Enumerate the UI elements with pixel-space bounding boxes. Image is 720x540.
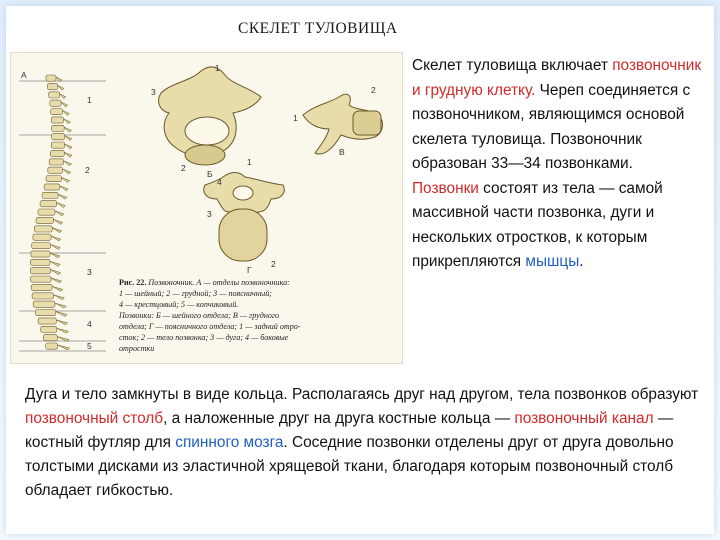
vertebra-body [40,201,57,207]
vertebra-body [31,251,50,257]
caption-line-2: 1 — шейный; 2 — грудной; 3 — поясничный; [119,289,272,298]
vertebra-body [31,284,52,290]
spine-illustration [11,53,404,365]
vertebra-body [33,234,51,240]
spinous-process [64,119,71,124]
spinous-process [58,194,67,199]
caption-line-1: Позвоночник. А — отделы позвоночника: [148,278,290,287]
body-text-1: Дуга и тело замкнуты в виде кольца. Располагаясь друг над другом, тела позвонков образуют [25,386,699,403]
vert-v-letter: В [339,147,345,157]
spine-label-5: 5 [87,341,92,351]
caption-line-5: отдела; Г — поясничного отдела; 1 — задний отро- [119,322,301,331]
vertebra-body [33,301,55,307]
vert-g-label-3: 3 [207,209,212,219]
vert-g-label-1: 1 [247,157,252,167]
term-spinal-canal: позвоночный канал [514,410,654,427]
vertebra-body [34,226,52,232]
vertebra-body [42,192,58,198]
vert-g-label-2: 2 [271,259,276,269]
spinous-process [56,312,67,317]
spinous-process [50,261,60,266]
vertebra-body [49,92,60,98]
intro-text-3: состоят из тела — самой массивной части позвонка, дуги и нескольких отростков, к которым прикрепляются [412,179,663,270]
cervical-vertebra [159,67,261,165]
spinous-process [65,136,72,141]
lumbar-vertebra [204,173,285,262]
vertebra-body [46,75,56,81]
thoracic-vertebra [303,94,382,154]
spinous-process [57,203,66,208]
spinous-process [51,278,62,283]
vertebra-body [30,268,50,274]
spinous-process [54,295,65,300]
vert-b-label-3: 3 [151,87,156,97]
spine-label-3: 3 [87,267,92,277]
vertebra-body [49,159,63,165]
spinous-process [64,152,72,157]
intro-text-4: . [579,253,584,270]
vertebra-body [31,276,51,282]
spine-label-2: 2 [85,165,90,175]
spinous-process [56,320,67,325]
spinous-process [57,328,69,333]
intro-paragraph [412,54,702,275]
term-spinal-cord: спинного мозга [175,434,284,451]
spinous-process [65,144,73,149]
vertebra-body [41,326,57,332]
term-spine-and-ribcage: позвоночник и грудную клетку. [412,57,702,99]
vertebra-body [46,343,58,349]
caption-line-7: отростки [119,344,155,353]
vertebra-body [36,310,56,316]
spinous-process [58,345,70,350]
svg-text:Рис. 22. Позвоночник. А — отде [119,278,290,287]
spinous-process [55,303,66,308]
term-muscles: мышцы [525,253,580,270]
intro-text-2: Череп соединяется с позвоночником, являющимся основой скелета туловища. Позвоночник образован 33—34 позвонками. [412,81,691,172]
vertebra-body [43,335,57,341]
body-text-3: — костный футляр для [25,410,674,451]
spine-label-a: А [21,70,27,80]
vertebra-body [51,142,64,148]
vertebra-body [52,134,65,140]
spinous-process [60,94,66,99]
spine-figure [10,52,403,364]
spine-label-1: 1 [87,95,92,105]
vertebra-body [38,209,55,215]
body-paragraph [25,383,700,503]
intro-text-1: Скелет туловища включает [412,57,613,74]
caption-title: Рис. 22. [119,278,147,287]
vert-v-label-1: 1 [293,113,298,123]
vertebra-body [51,117,63,123]
spinous-process [64,161,72,166]
slide-title: СКЕЛЕТ ТУЛОВИЩА [238,20,398,37]
term-spinal-column: позвоночный столб [25,410,164,427]
spinous-process [52,228,61,233]
spinous-process [63,169,71,174]
vert-b-label-1: 1 [215,63,220,73]
caption-line-4: Позвонки: Б — шейного отдела; В — грудного [119,311,280,320]
body-text-4: . Соседние позвонки отделены друг от друга довольно толстыми дисками из эластичной хрящевой ткани, благодаря которым позвоночный столб обладает гибкостью. [25,434,674,499]
vertebra-body [48,167,63,173]
vertebra-body [52,125,65,131]
vertebra-body [51,109,63,115]
vertebra-body [47,83,57,89]
vertebra-body [36,217,53,223]
spinous-process [50,253,60,258]
spinous-process [64,127,71,132]
figure-caption [118,278,301,353]
spinous-process [51,245,61,250]
vertebra-body [38,318,56,324]
vertebra-body [32,243,51,249]
spinous-process [58,85,64,90]
vertebra-body [46,176,61,182]
vert-g-letter: Г [247,265,252,275]
spinous-process [54,219,63,224]
vertebra-body [30,259,50,265]
vertebral-column [30,75,72,350]
vertebra-body [44,184,60,190]
term-vertebrae: Позвонки [412,179,479,197]
spine-label-4: 4 [87,319,92,329]
vert-b-label-2: 2 [181,163,186,173]
vertebra-body [50,100,61,106]
spinous-process [60,186,68,191]
spinous-process [61,178,69,183]
vert-v-label-2: 2 [371,85,376,95]
vertebra-body [50,150,64,156]
spinous-process [52,286,63,291]
spinous-process [63,111,70,116]
spinous-process [50,270,60,275]
spinous-process [55,211,64,216]
caption-line-3: 4 — крестцовый; 5 — копчиковый. [119,300,239,309]
vert-b-letter: Б [207,169,213,179]
body-text-2: , а наложенные друг на друга костные кольца — [163,410,515,427]
vert-g-label-4: 4 [217,177,222,187]
spinous-process [61,102,68,107]
spinous-process [51,236,61,241]
caption-line-6: сток; 2 — тело позвонка; 3 — дуга; 4 — боковые [119,333,289,342]
vertebra-body [32,293,53,299]
